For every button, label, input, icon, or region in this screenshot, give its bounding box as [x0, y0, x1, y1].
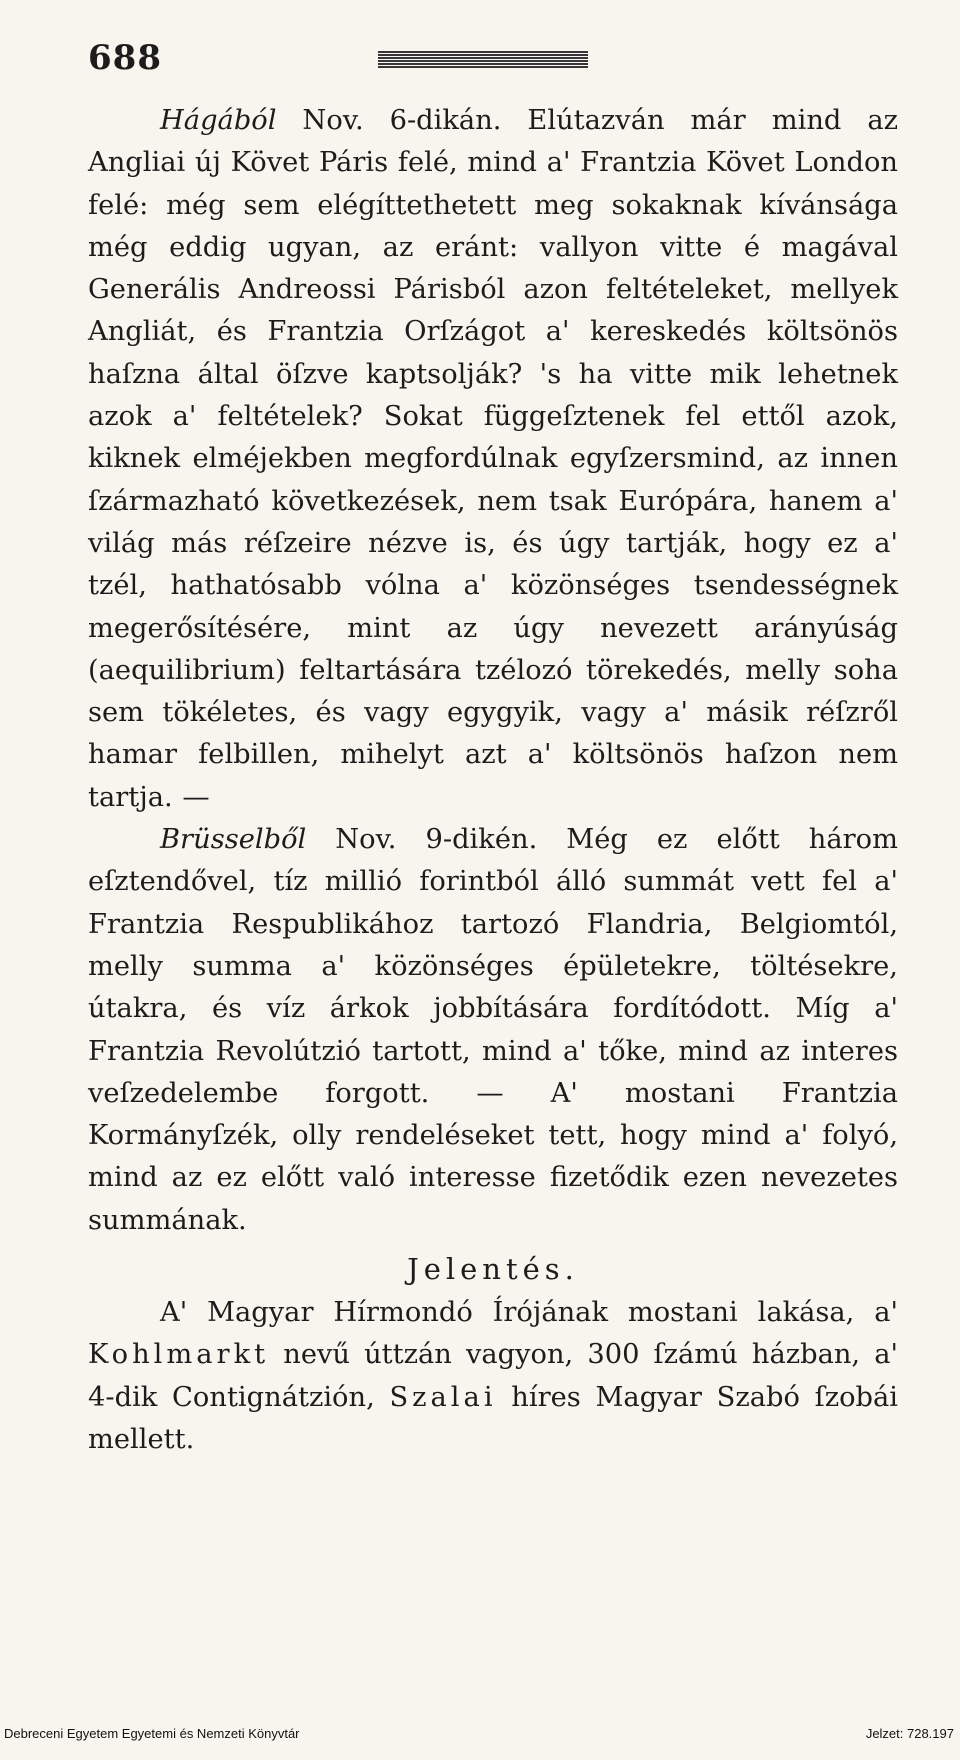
article-body: Nov. 9-dikén. Még ez előtt három eſztendővel, tíz millió forintból álló summát vett fel a' Frantzia Respublikához tartozó Flandria, Belgiomtól, melly summa a' közönséges épületekre, töltésekre, útakra, és víz árkok jobbítására fordítódott. Míg a' Frantzia Revolútzió tartott, mind a' tőke, mind az interes veſzedelembe forgott. — A' mostani Frantzia Kormányſzék, olly rendeléseket tett, hogy mind a' folyó, mind az ez előtt való interesse fizetődik ezen nevezetes summának. [88, 824, 898, 1236]
place-name: Brüsselből [160, 824, 307, 856]
page-text [88, 100, 898, 1461]
header-rule [378, 50, 588, 68]
notice-part: A' Magyar Hírmondó Írójának mostani lakása, a' [160, 1297, 898, 1329]
shelfmark: Jelzet: 728.197 [865, 1726, 954, 1741]
library-credit: Debreceni Egyetem Egyetemi és Nemzeti Könyvtár [4, 1726, 300, 1741]
tailor-name: Szalai [389, 1381, 497, 1413]
notice-text [88, 1292, 898, 1461]
notice-part: híres Magyar Szabó ſzobái mellett. [88, 1381, 898, 1455]
article-brusselbol [88, 819, 898, 1242]
page-number: 688 [88, 38, 162, 78]
article-hagabol [88, 100, 898, 819]
notice-heading: Jelentés. [407, 1252, 579, 1287]
place-name: Hágából [160, 105, 277, 136]
street-name: Kohlmarkt [88, 1339, 270, 1371]
article-body: Nov. 6-dikán. Elútazván már mind az Angliai új Követ Páris felé, mind a' Frantzia Követ London felé: még sem elégíttethetett meg sokaknak kívánsága még eddig ugyan, az eránt: vallyon vitte é magával Generális Andreossi Párisból azon feltételeket, mellyek Angliát, és Frantzia Orſzágot a' kereskedés költsönös haſzna által öſzve kaptsolják? 's ha vitte mik lehetnek azok a' feltételek? Sokat függeſztenek fel ettől azok, kiknek elméjekben megfordúlnak egyſzersmind, az innen ſzármazható következések, nem tsak Európára, hanem a' világ más réſzeire nézve is, és úgy tartják, hogy ez a' tzél, hathatósabb vólna a' közönséges tsendességnek megerősítésére, mint az úgy nevezett arányúság (aequilibrium) feltartására tzélozó törekedés, melly soha sem tökéletes, és vagy egygyik, vagy a' másik réſzről hamar felbillen, mihelyt azt a' költsönös haſzon nem tartja. — [88, 105, 898, 813]
notice-part: nevű úttzán vagyon, 300 ſzámú házban, a' 4-dik Contignátzión, [88, 1339, 898, 1413]
